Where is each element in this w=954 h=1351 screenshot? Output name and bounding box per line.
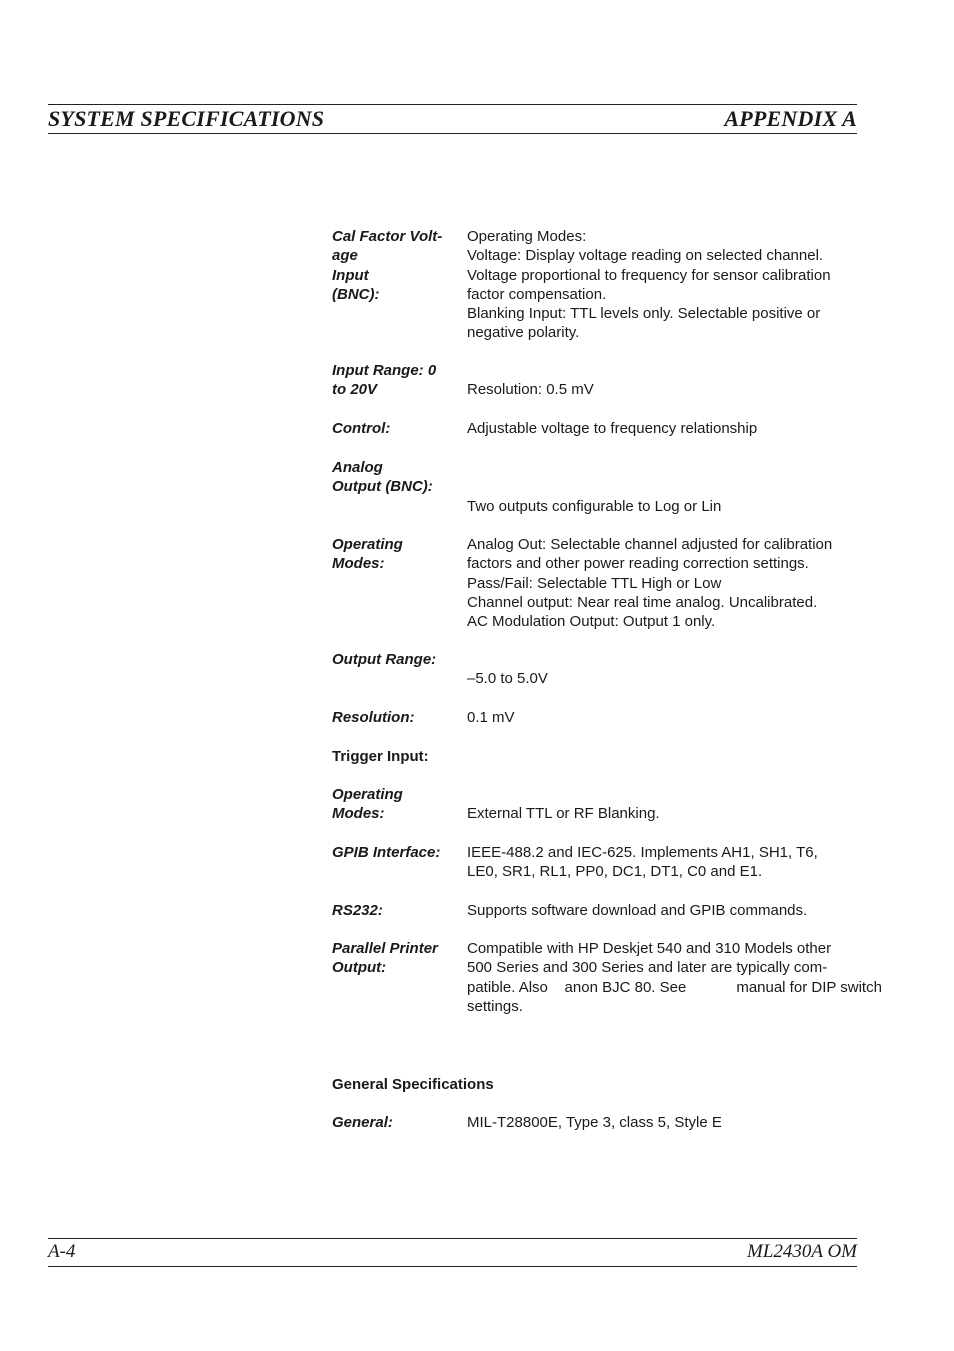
spec-value: Two outputs configurable to Log or Lin <box>467 497 722 515</box>
spec-label: Cal Factor Volt- age Input (BNC): <box>332 228 443 303</box>
spec-value: MIL-T28800E, Type 3, class 5, Style E <box>467 1114 722 1131</box>
spec-value: Operating Modes: Voltage: Display voltage reading on selected channel. Voltage proportional to frequency for sensor calibration factor compensation. Blanking Input: TTL levels only. Selectable positive or negative polarity. <box>467 228 831 342</box>
header-rule-bottom <box>48 133 857 134</box>
trigger-input-heading: Trigger Input: <box>332 748 429 765</box>
header-section-title: SYSTEM SPECIFICATIONS <box>48 106 325 131</box>
spec-value: Adjustable voltage to frequency relationship <box>467 420 758 437</box>
header-appendix-title: APPENDIX A <box>724 106 857 131</box>
spec-label: Operating Modes: <box>332 536 403 573</box>
spec-label: Control: <box>332 420 391 437</box>
spec-value: Analog Out: Selectable channel adjusted for calibration factors and other power reading correction settings. Pass/Fail: Selectable TTL High or Low Channel output: Near real time analog. Uncalibrated. AC Modulation Output: Output 1 only. <box>467 536 833 631</box>
spec-value: 0.1 mV <box>467 709 515 726</box>
spec-label: RS232: <box>332 902 383 919</box>
page-number: A-4 <box>48 1241 76 1262</box>
spec-value: Resolution: 0.5 mV <box>467 381 594 399</box>
spec-label: Parallel Printer Output: <box>332 940 438 977</box>
spec-label: Input Range: 0 to 20V <box>332 362 437 399</box>
spec-label: Resolution: <box>332 709 415 726</box>
spec-value: IEEE-488.2 and IEC-625. Implements AH1, SH1, T6, LE0, SR1, RL1, PP0, DC1, DT1, C0 and E1. <box>467 844 818 881</box>
spec-label: Operating Modes: <box>332 786 403 823</box>
footer-rule-bottom <box>48 1266 857 1267</box>
spec-value: Supports software download and GPIB commands. <box>467 902 808 919</box>
spec-value: –5.0 to 5.0V <box>467 670 548 688</box>
spec-value: External TTL or RF Blanking. <box>467 805 660 823</box>
spec-label: Analog Output (BNC): <box>332 459 433 496</box>
general-specifications-heading: General Specifications <box>332 1076 494 1093</box>
footer-rule-top <box>48 1238 857 1239</box>
manual-name: ML2430A OM <box>747 1241 857 1262</box>
spec-label: GPIB Interface: <box>332 844 441 861</box>
spec-value: Compatible with HP Deskjet 540 and 310 Models other 500 Series and 300 Series and later are typically com- patible. Also anon BJC 80. See manual for DIP switch settings. <box>467 940 882 1015</box>
spec-label: Output Range: <box>332 651 437 668</box>
spec-label: General: <box>332 1114 393 1131</box>
